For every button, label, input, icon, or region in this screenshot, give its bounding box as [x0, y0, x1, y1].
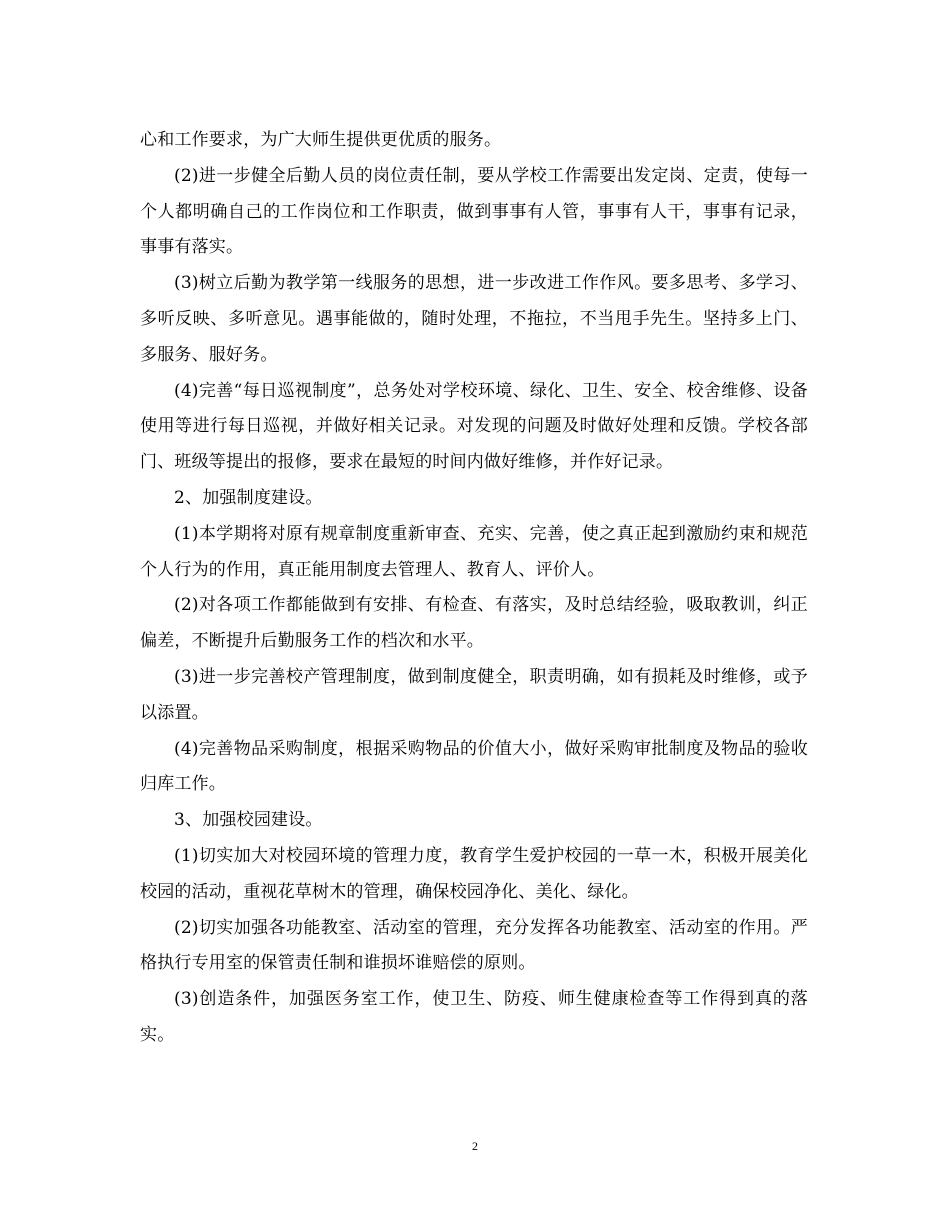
paragraph: (4)完善物品采购制度，根据采购物品的价值大小，做好采购审批制度及物品的验收归库工作。 — [140, 738, 808, 795]
paragraph: (2)对各项工作都能做到有安排、有检查、有落实，及时总结经验，吸取教训，纠正偏差，不断提升后勤服务工作的档次和水平。 — [140, 595, 808, 652]
paragraph: (3)创造条件，加强医务室工作，使卫生、防疫、师生健康检查等工作得到真的落实。 — [140, 989, 808, 1045]
paragraph: (1)切实加大对校园环境的管理力度，教育学生爱护校园的一草一木，积极开展美化校园的活动，重视花草树木的管理，确保校园净化、美化、绿化。 — [140, 845, 808, 902]
paragraph: 心和工作要求，为广大师生提供更优质的服务。 — [140, 130, 502, 150]
paragraph: (3)进一步完善校产管理制度，做到制度健全，职责明确，如有损耗及时维修，或予以添置。 — [140, 666, 808, 723]
page-number: 2 — [472, 1139, 478, 1153]
paragraph: (2)切实加强各功能教室、活动室的管理，充分发挥各功能教室、活动室的作用。严格执行专用室的保管责任制和谁损坏谁赔偿的原则。 — [140, 917, 808, 974]
paragraph: (3)树立后勤为教学第一线服务的思想，进一步改进工作作风。要多思考、多学习、多听反映、多听意见。遇事能做的，随时处理，不拖拉，不当甩手先生。坚持多上门、多服务、服好务。 — [140, 273, 808, 365]
paragraph: (2)进一步健全后勤人员的岗位责任制，要从学校工作需要出发定岗、定责，使每一个人都明确自己的工作岗位和工作职责，做到事事有人管，事事有人干，事事有记录，事事有落实。 — [140, 165, 808, 258]
document-body — [140, 123, 808, 1054]
section-heading: 2、加强制度建设。 — [174, 487, 323, 508]
section-heading: 3、加强校园建设。 — [174, 810, 323, 831]
paragraph: (1)本学期将对原有规章制度重新审查、充实、完善，使之真正起到激励约束和规范个人行为的作用，真正能用制度去管理人、教育人、评价人。 — [140, 523, 808, 580]
paragraph: (4)完善“每日巡视制度”，总务处对学校环境、绿化、卫生、安全、校舍维修、设备使用等进行每日巡视，并做好相关记录。对发现的问题及时做好处理和反馈。学校各部门、班级等提出的报修，要求在最短的时间内做好维修，并作好记录。 — [140, 380, 808, 473]
